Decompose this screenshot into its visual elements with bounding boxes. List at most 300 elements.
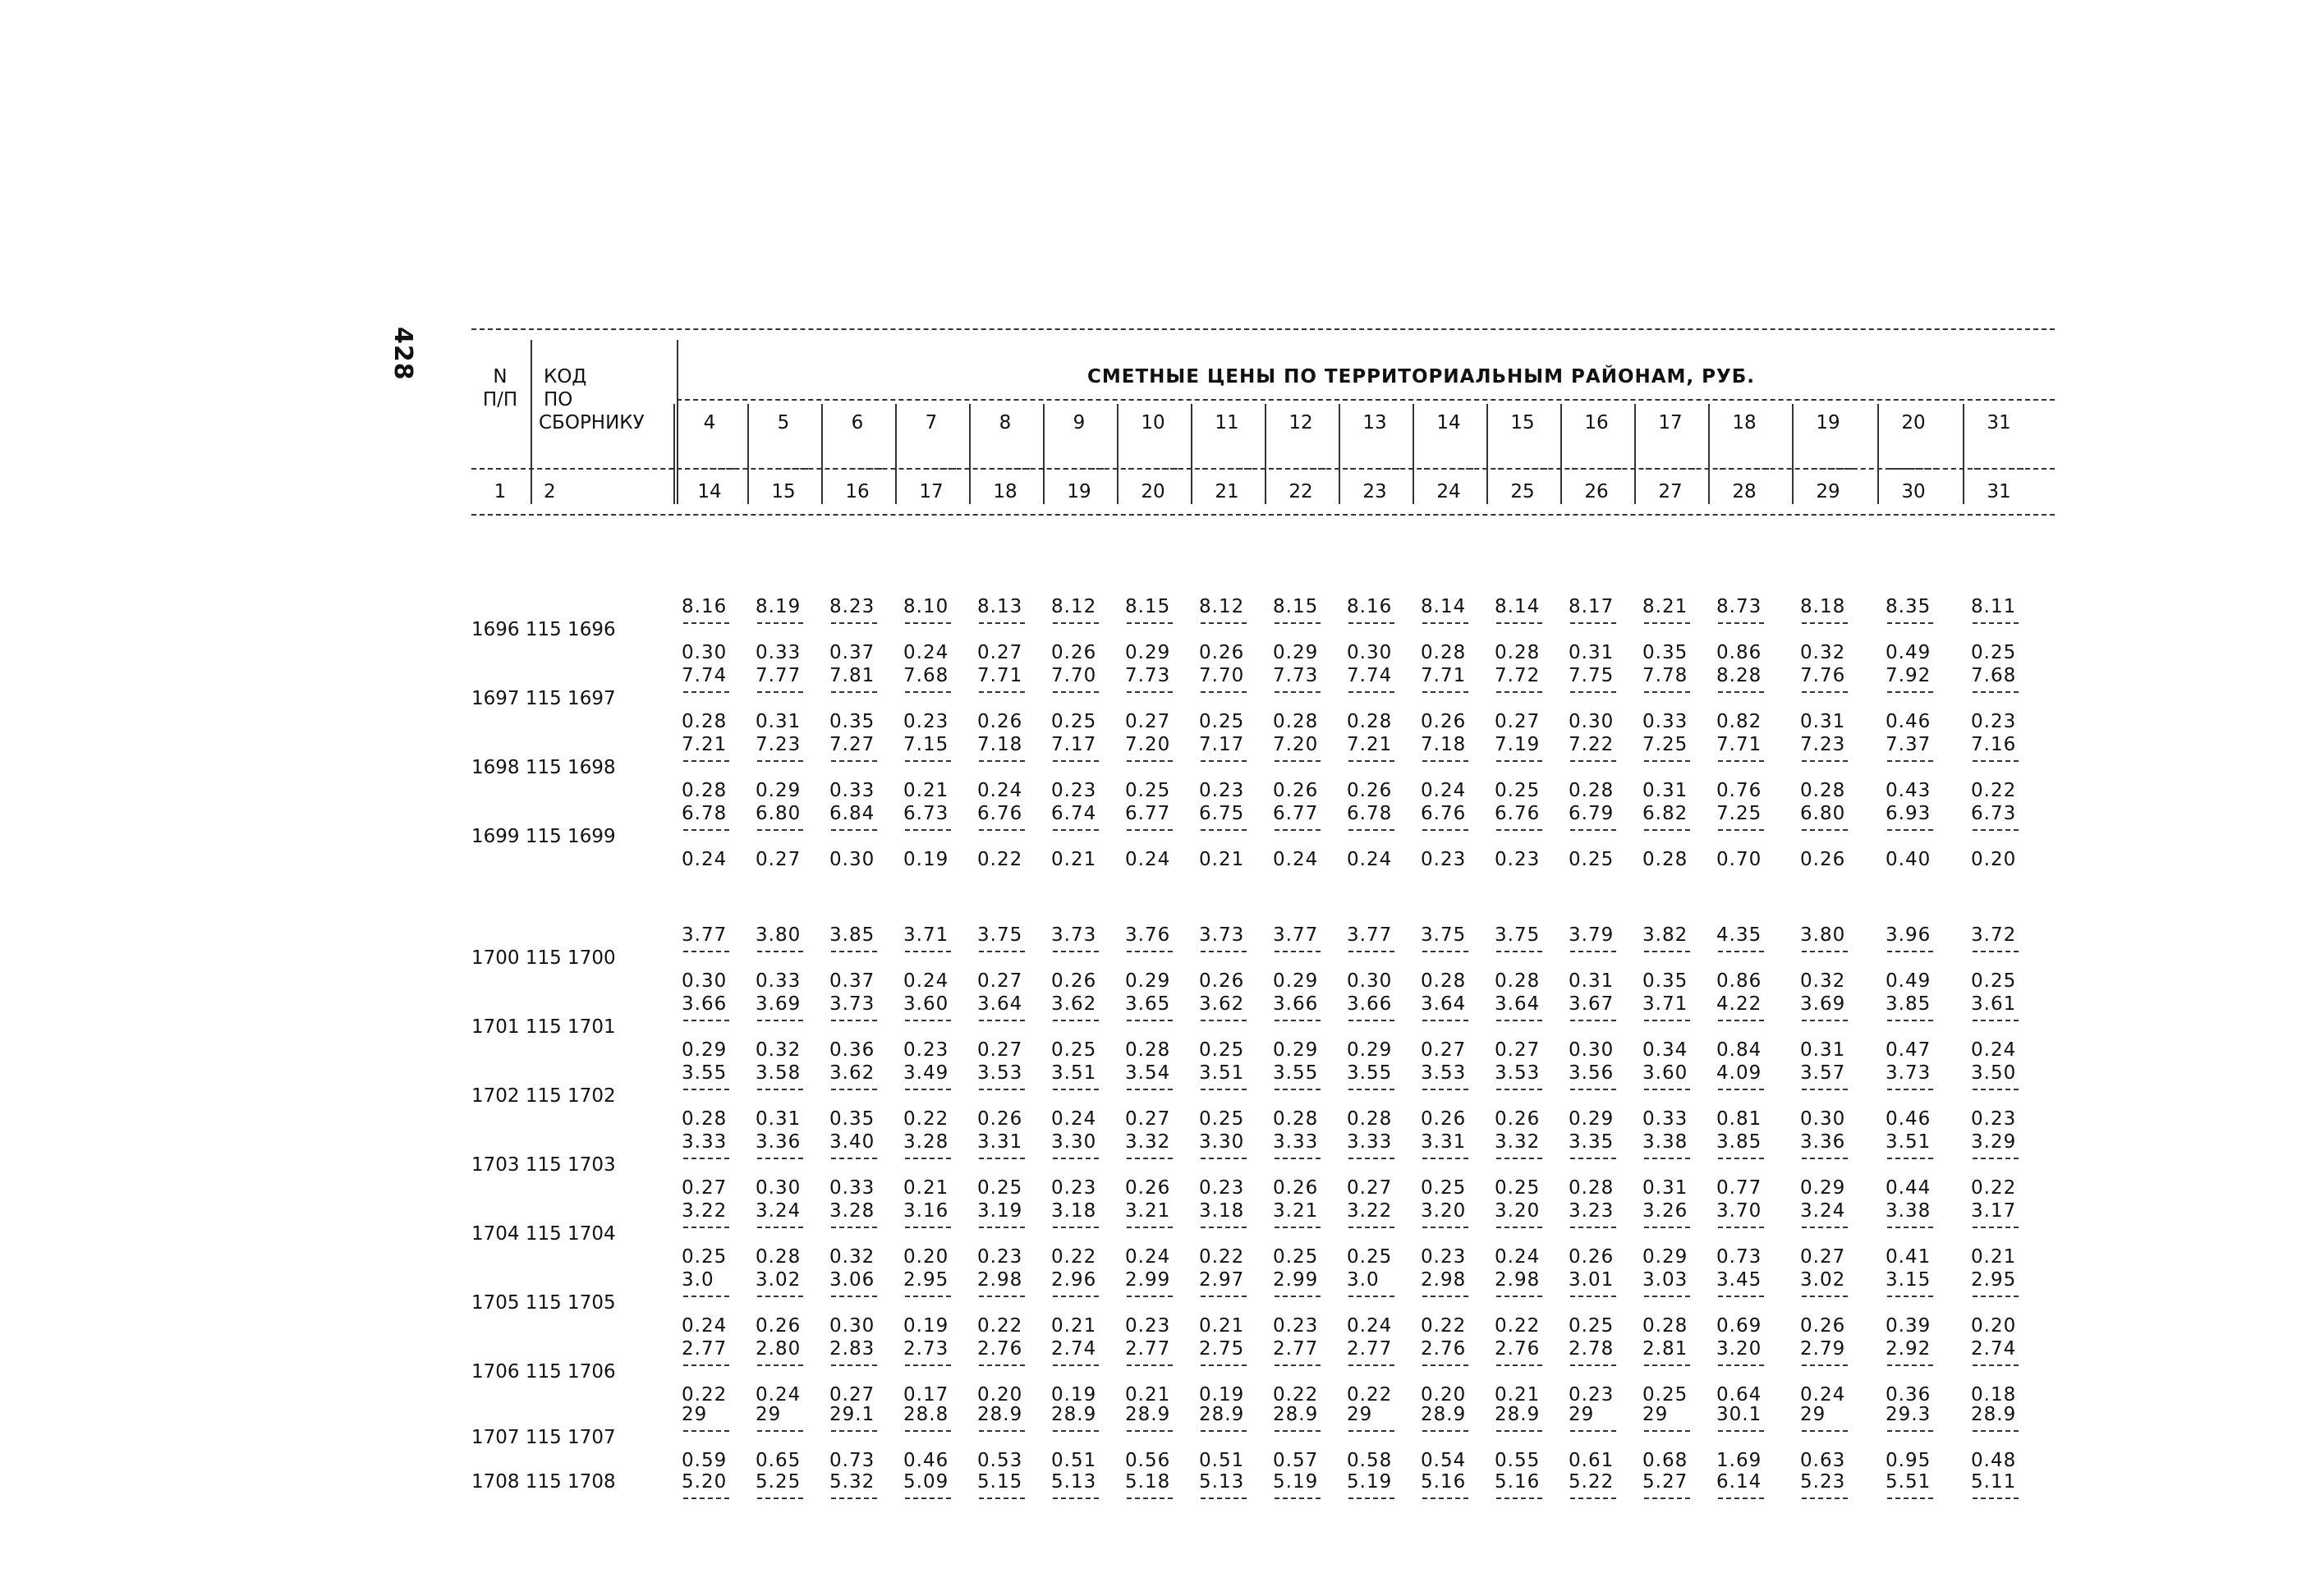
price-top: 5.25 — [756, 1471, 802, 1493]
price-bottom: 0.23 — [1051, 780, 1097, 801]
price-top: 3.20 — [1495, 1200, 1541, 1222]
price-bottom: 0.30 — [1569, 1039, 1615, 1061]
price-top: 6.80 — [1800, 803, 1846, 824]
price-top: 3.33 — [682, 1131, 728, 1153]
price-bottom: 0.26 — [1800, 1315, 1846, 1337]
fraction-line — [1348, 691, 1394, 693]
price-top: 7.27 — [829, 734, 875, 755]
column-index: 30 — [1901, 481, 1926, 502]
fraction-line — [905, 691, 951, 693]
fraction-line — [1802, 1364, 1848, 1366]
price-top: 3.53 — [1421, 1062, 1467, 1084]
fraction-line — [1201, 829, 1247, 831]
group-title: СМЕТНЫЕ ЦЕНЫ ПО ТЕРРИТОРИАЛЬНЫМ РАЙОНАМ, РУБ. — [1087, 366, 1756, 388]
fraction-line — [1201, 691, 1247, 693]
price-bottom: 0.27 — [977, 642, 1023, 663]
price-bottom: 0.18 — [1971, 1384, 2017, 1406]
price-bottom: 0.24 — [1347, 1315, 1393, 1337]
price-top: 6.84 — [829, 803, 875, 824]
region-column-separator — [747, 404, 749, 504]
fraction-line — [1201, 622, 1247, 624]
price-top: 3.85 — [1886, 993, 1932, 1015]
price-bottom: 0.22 — [682, 1384, 728, 1406]
price-bottom: 0.26 — [1569, 1246, 1615, 1268]
price-top: 3.23 — [1569, 1200, 1615, 1222]
fraction-line — [1802, 760, 1848, 762]
fraction-line — [1275, 829, 1321, 831]
fraction-line — [1887, 829, 1933, 831]
fraction-line — [979, 1227, 1025, 1228]
price-bottom: 0.31 — [1800, 1039, 1846, 1061]
price-top: 3.69 — [1800, 993, 1846, 1015]
price-top: 7.37 — [1886, 734, 1932, 755]
fraction-line — [1887, 1020, 1933, 1021]
price-top: 5.32 — [829, 1471, 875, 1493]
fraction-line — [683, 1296, 729, 1297]
price-bottom: 0.40 — [1886, 849, 1932, 870]
fraction-line — [683, 691, 729, 693]
region-column-separator — [1486, 404, 1488, 504]
price-bottom: 0.31 — [756, 1108, 802, 1130]
price-top: 7.76 — [1800, 665, 1846, 686]
fraction-line — [1802, 691, 1848, 693]
header-sub-rule — [1276, 468, 1325, 470]
fraction-line — [1496, 691, 1542, 693]
fraction-line — [1127, 1089, 1173, 1090]
fraction-line — [1570, 1020, 1616, 1021]
price-bottom: 0.27 — [1800, 1246, 1846, 1268]
header-sub-rule — [1498, 468, 1547, 470]
row-label: 1704 115 1704 — [471, 1223, 616, 1245]
price-top: 3.79 — [1569, 924, 1615, 946]
price-top: 8.15 — [1273, 596, 1319, 617]
fraction-line — [1973, 622, 2019, 624]
fraction-line — [1570, 1227, 1616, 1228]
fraction-line — [831, 1227, 877, 1228]
price-bottom: 0.24 — [682, 1315, 728, 1337]
price-top: 3.57 — [1800, 1062, 1846, 1084]
fraction-line — [1201, 1158, 1247, 1159]
price-bottom: 0.76 — [1716, 780, 1762, 801]
price-top: 7.20 — [1125, 734, 1171, 755]
price-top: 30.1 — [1716, 1404, 1762, 1425]
price-bottom: 0.48 — [1971, 1450, 2017, 1471]
region-number: 19 — [1816, 412, 1840, 433]
header-sub-rule — [1803, 468, 1853, 470]
price-top: 3.66 — [1273, 993, 1319, 1015]
fraction-line — [1201, 1020, 1247, 1021]
fraction-line — [1718, 1430, 1764, 1432]
price-top: 2.80 — [756, 1338, 802, 1360]
fraction-line — [1570, 1497, 1616, 1499]
fraction-line — [1887, 1364, 1933, 1366]
fraction-line — [1802, 951, 1848, 952]
price-bottom: 0.32 — [1800, 970, 1846, 992]
region-column-separator — [1043, 404, 1045, 504]
price-top: 3.51 — [1051, 1062, 1097, 1084]
price-bottom: 0.20 — [977, 1384, 1023, 1406]
price-top: 28.9 — [1051, 1404, 1097, 1425]
price-bottom: 0.28 — [1642, 849, 1688, 870]
fraction-line — [1887, 1497, 1933, 1499]
price-top: 3.77 — [682, 924, 728, 946]
price-bottom: 0.24 — [1800, 1384, 1846, 1406]
fraction-line — [1348, 1364, 1394, 1366]
fraction-line — [1348, 1227, 1394, 1228]
price-bottom: 0.28 — [1569, 780, 1615, 801]
price-top: 28.9 — [1125, 1404, 1171, 1425]
price-bottom: 0.26 — [1495, 1108, 1541, 1130]
fraction-line — [1348, 951, 1394, 952]
price-top: 6.82 — [1642, 803, 1688, 824]
price-top: 29.3 — [1886, 1404, 1932, 1425]
fraction-line — [1887, 951, 1933, 952]
fraction-line — [1496, 1020, 1542, 1021]
price-bottom: 0.23 — [1569, 1384, 1615, 1406]
price-bottom: 0.35 — [1642, 642, 1688, 663]
region-number: 10 — [1141, 412, 1165, 433]
fraction-line — [1422, 1296, 1468, 1297]
fraction-line — [1053, 760, 1099, 762]
price-bottom: 0.27 — [1125, 1108, 1171, 1130]
fraction-line — [1802, 1227, 1848, 1228]
fraction-line — [1496, 1364, 1542, 1366]
price-top: 6.14 — [1716, 1471, 1762, 1493]
fraction-line — [1973, 1089, 2019, 1090]
price-bottom: 0.33 — [829, 780, 875, 801]
price-top: 2.98 — [1495, 1269, 1541, 1291]
region-number: 5 — [777, 412, 790, 433]
price-bottom: 0.35 — [829, 1108, 875, 1130]
region-column-separator — [1708, 404, 1710, 504]
fraction-line — [1348, 1020, 1394, 1021]
fraction-line — [831, 1497, 877, 1499]
price-top: 7.25 — [1716, 803, 1762, 824]
header-top-rule — [471, 328, 2055, 330]
price-bottom: 0.86 — [1716, 642, 1762, 663]
col-n-label-2: П/П — [482, 389, 518, 410]
price-top: 3.75 — [1421, 924, 1467, 946]
price-top: 7.73 — [1125, 665, 1171, 686]
price-top: 7.25 — [1642, 734, 1688, 755]
price-bottom: 0.59 — [682, 1450, 728, 1471]
fraction-line — [1053, 1158, 1099, 1159]
fraction-line — [1201, 1497, 1247, 1499]
fraction-line — [1570, 1296, 1616, 1297]
fraction-line — [757, 1089, 803, 1090]
header-sub-rule — [1054, 468, 1104, 470]
fraction-line — [1644, 1497, 1690, 1499]
price-top: 7.18 — [977, 734, 1023, 755]
price-bottom: 0.28 — [1421, 642, 1467, 663]
price-table — [471, 328, 2055, 1527]
price-top: 6.73 — [1971, 803, 2017, 824]
price-bottom: 0.25 — [1125, 780, 1171, 801]
price-bottom: 0.46 — [1886, 1108, 1932, 1130]
fraction-line — [1718, 622, 1764, 624]
price-bottom: 0.27 — [977, 970, 1023, 992]
price-top: 3.38 — [1886, 1200, 1932, 1222]
fraction-line — [905, 1020, 951, 1021]
price-top: 2.99 — [1273, 1269, 1319, 1291]
price-bottom: 0.30 — [1347, 642, 1393, 663]
price-top: 3.19 — [977, 1200, 1023, 1222]
column-index: 19 — [1067, 481, 1091, 502]
price-bottom: 0.20 — [1971, 1315, 2017, 1337]
price-bottom: 0.25 — [1642, 1384, 1688, 1406]
fraction-line — [1496, 1089, 1542, 1090]
fraction-line — [1127, 1020, 1173, 1021]
price-top: 3.03 — [1642, 1269, 1688, 1291]
fraction-line — [1644, 1296, 1690, 1297]
price-top: 5.27 — [1642, 1471, 1688, 1493]
price-bottom: 0.24 — [1347, 849, 1393, 870]
price-bottom: 0.30 — [682, 642, 728, 663]
price-top: 8.28 — [1716, 665, 1762, 686]
price-bottom: 0.30 — [829, 849, 875, 870]
price-top: 5.09 — [903, 1471, 949, 1493]
price-top: 8.12 — [1051, 596, 1097, 617]
price-bottom: 0.70 — [1716, 849, 1762, 870]
price-bottom: 0.61 — [1569, 1450, 1615, 1471]
fraction-line — [1422, 1497, 1468, 1499]
fraction-line — [1973, 1158, 2019, 1159]
fraction-line — [1348, 622, 1394, 624]
fraction-line — [831, 951, 877, 952]
price-bottom: 0.26 — [1199, 970, 1245, 992]
fraction-line — [1201, 951, 1247, 952]
price-top: 3.45 — [1716, 1269, 1762, 1291]
price-bottom: 0.25 — [1495, 780, 1541, 801]
price-bottom: 0.22 — [1495, 1315, 1541, 1337]
price-bottom: 0.49 — [1886, 642, 1932, 663]
row-label: 1706 115 1706 — [471, 1361, 616, 1383]
price-top: 3.32 — [1125, 1131, 1171, 1153]
price-bottom: 0.28 — [1495, 970, 1541, 992]
price-top: 6.77 — [1273, 803, 1319, 824]
price-top: 3.56 — [1569, 1062, 1615, 1084]
fraction-line — [683, 1158, 729, 1159]
price-bottom: 0.65 — [756, 1450, 802, 1471]
column-index: 20 — [1141, 481, 1165, 502]
fraction-line — [1275, 1158, 1321, 1159]
price-top: 2.95 — [903, 1269, 949, 1291]
price-top: 2.95 — [1971, 1269, 2017, 1291]
fraction-line — [1422, 829, 1468, 831]
price-top: 28.9 — [1199, 1404, 1245, 1425]
price-top: 3.22 — [682, 1200, 728, 1222]
fraction-line — [979, 622, 1025, 624]
price-top: 4.09 — [1716, 1062, 1762, 1084]
fraction-line — [1973, 951, 2019, 952]
price-top: 8.12 — [1199, 596, 1245, 617]
price-top: 2.81 — [1642, 1338, 1688, 1360]
price-bottom: 0.84 — [1716, 1039, 1762, 1061]
column-index: 22 — [1289, 481, 1313, 502]
price-top: 28.9 — [1971, 1404, 2017, 1425]
price-top: 3.62 — [1199, 993, 1245, 1015]
region-number: 18 — [1732, 412, 1757, 433]
fraction-line — [1275, 760, 1321, 762]
price-bottom: 0.19 — [903, 849, 949, 870]
row-label: 1700 115 1700 — [471, 947, 616, 969]
col-index-2: 2 — [544, 481, 556, 502]
fraction-line — [1718, 1158, 1764, 1159]
fraction-line — [905, 1089, 951, 1090]
price-top: 7.16 — [1971, 734, 2017, 755]
price-top: 8.19 — [756, 596, 802, 617]
fraction-line — [1887, 1158, 1933, 1159]
price-bottom: 0.27 — [1125, 711, 1171, 732]
fraction-line — [1127, 829, 1173, 831]
fraction-line — [1496, 622, 1542, 624]
fraction-line — [1973, 760, 2019, 762]
price-bottom: 0.32 — [829, 1246, 875, 1268]
region-number: 6 — [851, 412, 864, 433]
price-top: 2.77 — [682, 1338, 728, 1360]
region-column-separator — [1117, 404, 1119, 504]
price-top: 3.64 — [1421, 993, 1467, 1015]
price-bottom: 0.24 — [1495, 1246, 1541, 1268]
price-top: 3.24 — [1800, 1200, 1846, 1222]
price-top: 2.76 — [1495, 1338, 1541, 1360]
price-bottom: 0.21 — [1495, 1384, 1541, 1406]
price-bottom: 0.73 — [1716, 1246, 1762, 1268]
price-top: 3.73 — [1051, 924, 1097, 946]
fraction-line — [1127, 1364, 1173, 1366]
fraction-line — [1422, 1089, 1468, 1090]
price-bottom: 0.23 — [1273, 1315, 1319, 1337]
price-top: 3.58 — [756, 1062, 802, 1084]
fraction-line — [1570, 1089, 1616, 1090]
price-bottom: 0.41 — [1886, 1246, 1932, 1268]
header-sub-rule — [1128, 468, 1178, 470]
header-sub-rule — [1974, 468, 2023, 470]
price-top: 3.76 — [1125, 924, 1171, 946]
price-top: 3.55 — [1273, 1062, 1319, 1084]
price-bottom: 0.23 — [1971, 1108, 2017, 1130]
price-top: 29 — [1347, 1404, 1373, 1425]
fraction-line — [1275, 1227, 1321, 1228]
price-top: 7.75 — [1569, 665, 1615, 686]
fraction-line — [1275, 622, 1321, 624]
fraction-line — [1127, 760, 1173, 762]
price-bottom: 0.28 — [1273, 711, 1319, 732]
col-code-label-1: КОД — [544, 366, 587, 388]
fraction-line — [757, 1430, 803, 1432]
price-bottom: 0.39 — [1886, 1315, 1932, 1337]
price-top: 3.62 — [1051, 993, 1097, 1015]
fraction-line — [1644, 1158, 1690, 1159]
price-top: 4.35 — [1716, 924, 1762, 946]
fraction-line — [1201, 1227, 1247, 1228]
fraction-line — [683, 1020, 729, 1021]
fraction-line — [831, 1296, 877, 1297]
fraction-line — [1570, 691, 1616, 693]
price-top: 2.77 — [1125, 1338, 1171, 1360]
price-top: 29 — [1642, 1404, 1669, 1425]
fraction-line — [905, 1227, 951, 1228]
price-top: 7.68 — [1971, 665, 2017, 686]
price-top: 8.73 — [1716, 596, 1762, 617]
price-bottom: 0.25 — [1971, 642, 2017, 663]
price-top: 7.71 — [1421, 665, 1467, 686]
fraction-line — [1127, 1158, 1173, 1159]
price-top: 3.60 — [903, 993, 949, 1015]
fraction-line — [1973, 1364, 2019, 1366]
region-number: 16 — [1584, 412, 1609, 433]
price-top: 2.97 — [1199, 1269, 1245, 1291]
price-bottom: 0.22 — [1971, 1177, 2017, 1199]
price-top: 3.80 — [1800, 924, 1846, 946]
price-top: 3.40 — [829, 1131, 875, 1153]
fraction-line — [1053, 622, 1099, 624]
fraction-line — [1802, 622, 1848, 624]
fraction-line — [1802, 1296, 1848, 1297]
fraction-line — [1127, 622, 1173, 624]
price-bottom: 0.22 — [1347, 1384, 1393, 1406]
region-column-separator — [1339, 404, 1340, 504]
fraction-line — [1973, 1296, 2019, 1297]
region-column-separator — [1877, 404, 1879, 504]
price-top: 7.21 — [1347, 734, 1393, 755]
price-bottom: 0.26 — [1199, 642, 1245, 663]
price-bottom: 0.33 — [756, 642, 802, 663]
price-bottom: 0.28 — [1495, 642, 1541, 663]
fraction-line — [757, 829, 803, 831]
price-top: 3.01 — [1569, 1269, 1615, 1291]
fraction-line — [1422, 691, 1468, 693]
price-top: 5.22 — [1569, 1471, 1615, 1493]
fraction-line — [1718, 1364, 1764, 1366]
region-column-separator — [969, 404, 971, 504]
price-bottom: 0.24 — [1971, 1039, 2017, 1061]
price-bottom: 0.29 — [756, 780, 802, 801]
fraction-line — [1127, 1296, 1173, 1297]
fraction-line — [1802, 1020, 1848, 1021]
region-column-separator — [1560, 404, 1562, 504]
fraction-line — [757, 622, 803, 624]
price-bottom: 0.51 — [1199, 1450, 1245, 1471]
region-column-separator — [1191, 404, 1192, 504]
price-bottom: 0.22 — [977, 1315, 1023, 1337]
price-top: 3.85 — [1716, 1131, 1762, 1153]
price-top: 6.76 — [1421, 803, 1467, 824]
price-bottom: 0.20 — [1421, 1384, 1467, 1406]
fraction-line — [1422, 1020, 1468, 1021]
price-bottom: 0.32 — [1800, 642, 1846, 663]
price-bottom: 0.26 — [1125, 1177, 1171, 1199]
price-bottom: 0.29 — [1569, 1108, 1615, 1130]
price-bottom: 0.28 — [1347, 711, 1393, 732]
fraction-line — [1053, 1020, 1099, 1021]
column-index: 14 — [697, 481, 722, 502]
column-index: 29 — [1816, 481, 1840, 502]
price-top: 3.50 — [1971, 1062, 2017, 1084]
price-bottom: 0.81 — [1716, 1108, 1762, 1130]
price-bottom: 0.19 — [1051, 1384, 1097, 1406]
fraction-line — [1275, 691, 1321, 693]
price-top: 3.64 — [1495, 993, 1541, 1015]
price-bottom: 0.27 — [756, 849, 802, 870]
price-bottom: 0.64 — [1716, 1384, 1762, 1406]
price-top: 7.20 — [1273, 734, 1319, 755]
fraction-line — [683, 1364, 729, 1366]
price-top: 2.74 — [1971, 1338, 2017, 1360]
price-bottom: 0.25 — [1051, 711, 1097, 732]
fraction-line — [905, 760, 951, 762]
price-top: 2.78 — [1569, 1338, 1615, 1360]
